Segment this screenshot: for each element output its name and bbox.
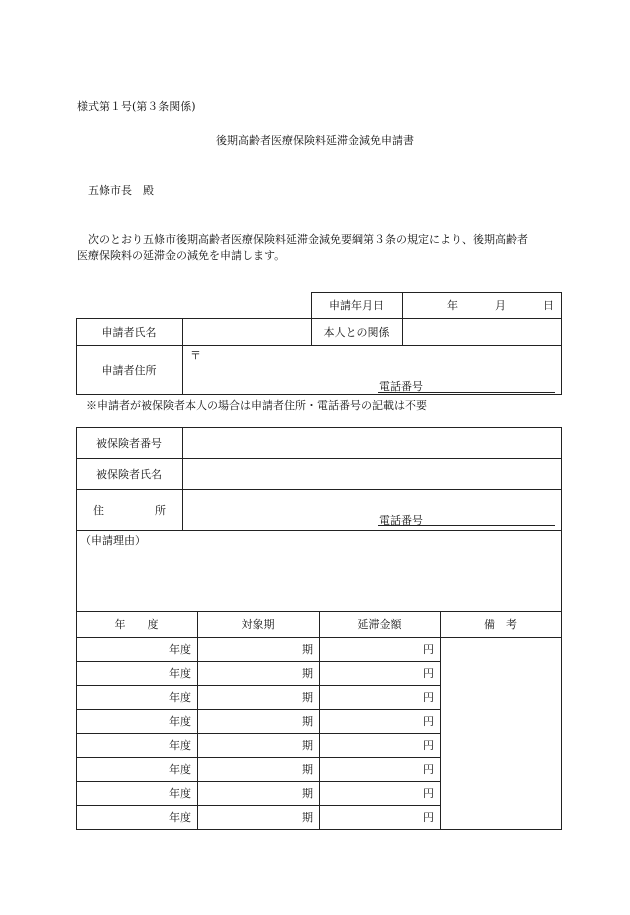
relation-field[interactable] [405,320,559,343]
insured-phone-field[interactable] [430,511,554,524]
relation-label: 本人との関係 [323,325,390,339]
row-amount-cell[interactable]: 円 [423,763,434,776]
table-header-remarks: 備 考 [484,618,517,631]
row-year-cell[interactable]: 年度 [169,787,191,800]
row-amount-cell[interactable]: 円 [423,715,434,728]
insured-name-field[interactable] [185,460,559,487]
date-year-label: 年 [447,299,458,312]
row-year-cell[interactable]: 年度 [169,691,191,704]
row-period-cell[interactable]: 期 [302,787,313,800]
intro-line-2: 医療保険料の延滞金の減免を申請します。 [77,249,286,262]
row-amount-cell[interactable]: 円 [423,787,434,800]
row-amount-cell[interactable]: 円 [423,739,434,752]
form-number: 様式第１号(第３条関係) [77,100,196,113]
row-period-cell[interactable]: 期 [302,643,313,656]
table-header-period: 対象期 [241,618,275,631]
applicant-address-label: 申請者住所 [101,363,157,377]
row-amount-cell[interactable]: 円 [423,643,434,656]
row-amount-cell[interactable]: 円 [423,811,434,824]
row-period-cell[interactable]: 期 [302,763,313,776]
insured-phone-label: 電話番号 [379,514,423,527]
insured-number-field[interactable] [185,429,559,456]
date-day-label: 日 [543,299,554,312]
applicant-address-field[interactable] [205,348,559,376]
insured-address-field[interactable] [185,491,559,511]
row-year-cell[interactable]: 年度 [169,667,191,680]
date-label: 申請年月日 [329,299,384,312]
insured-number-label: 被保険者番号 [96,436,162,450]
form-title: 後期高齢者医療保険料延滞金減免申請書 [216,134,414,147]
row-period-cell[interactable]: 期 [302,811,313,824]
applicant-note: ※申請者が被保険者本人の場合は申請者住所・電話番号の記載は不要 [86,399,427,412]
insured-name-label: 被保険者氏名 [96,467,162,481]
reason-field[interactable] [80,548,558,608]
row-period-cell[interactable]: 期 [302,739,313,752]
row-amount-cell[interactable]: 円 [423,667,434,680]
row-year-cell[interactable]: 年度 [169,763,191,776]
applicant-phone-label: 電話番号 [379,380,423,393]
row-amount-cell[interactable]: 円 [423,691,434,704]
intro-line-1: 次のとおり五條市後期高齢者医療保険料延滞金減免要綱第３条の規定により、後期高齢者 [88,233,528,246]
addressee: 五條市長 殿 [88,184,154,197]
row-year-cell[interactable]: 年度 [169,643,191,656]
row-period-cell[interactable]: 期 [302,667,313,680]
applicant-name-label: 申請者氏名 [101,325,157,339]
row-period-cell[interactable]: 期 [302,715,313,728]
insured-address-label-2: 所 [155,504,166,517]
date-month-label: 月 [495,299,506,312]
row-period-cell[interactable]: 期 [302,691,313,704]
row-year-cell[interactable]: 年度 [169,811,191,824]
date-field[interactable] [405,294,559,316]
reason-label: （申請理由） [80,534,146,547]
postal-mark: 〒 [190,349,201,362]
applicant-name-field[interactable] [185,320,309,343]
row-year-cell[interactable]: 年度 [169,739,191,752]
row-year-cell[interactable]: 年度 [169,715,191,728]
insured-address-label-1: 住 [93,504,104,517]
table-header-year: 年 度 [114,618,159,631]
applicant-phone-field[interactable] [430,377,554,391]
table-header-amount: 延滞金額 [357,618,402,631]
remarks-field[interactable] [443,640,559,827]
